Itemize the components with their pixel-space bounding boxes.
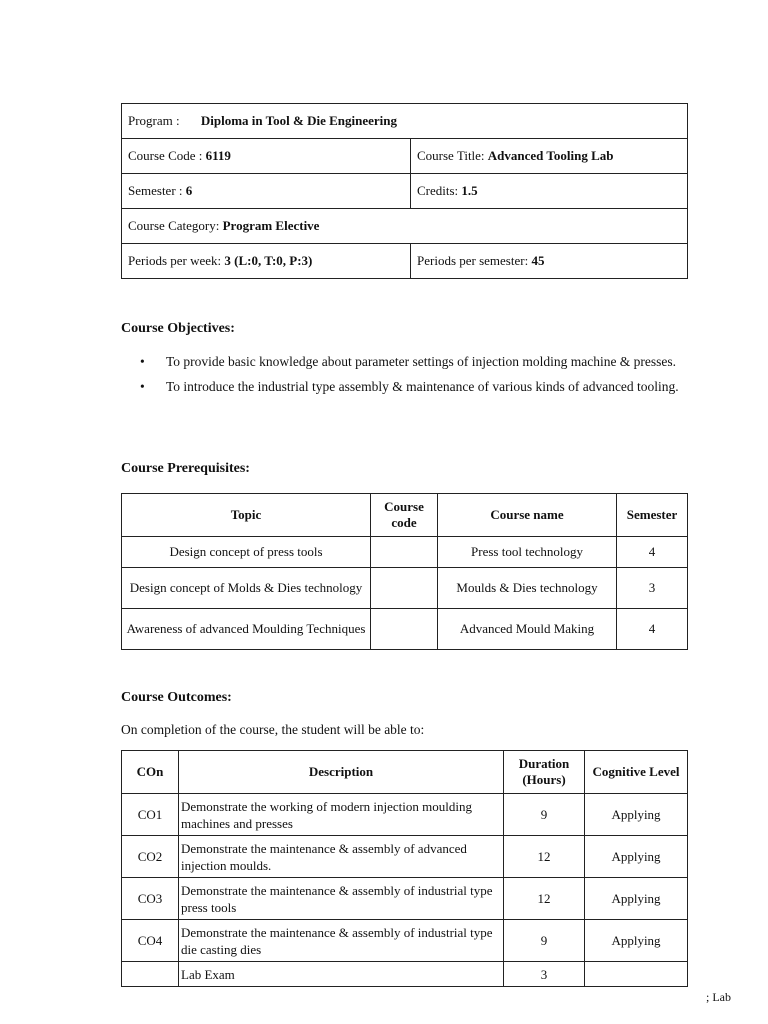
con-cell: CO2 [122, 836, 179, 878]
topic-cell: Design concept of press tools [122, 537, 371, 568]
periods-semester-label: Periods per semester: [417, 253, 532, 268]
periods-semester-cell [411, 244, 688, 279]
program-label: Program : [128, 113, 180, 128]
semester-cell: 4 [617, 537, 688, 568]
objective-item [140, 377, 680, 396]
course-name-cell: Advanced Mould Making [438, 609, 617, 650]
prerequisites-heading: Course Prerequisites: [121, 461, 250, 476]
course-title-cell [411, 139, 688, 174]
program-value: Diploma in Tool & Die Engineering [200, 113, 398, 128]
bullet-icon: • [140, 379, 145, 394]
semester-cell [122, 174, 411, 209]
table-row [122, 568, 688, 609]
category-value: Program Elective [222, 218, 320, 233]
course-info-table [121, 103, 688, 279]
objective-text: To provide basic knowledge about parameter settings of injection molding machine & presses. [166, 354, 677, 369]
table-row [122, 537, 688, 568]
category-cell [122, 209, 688, 244]
cognitive-level-cell: Applying [585, 794, 688, 836]
column-header-topic: Topic [122, 494, 371, 537]
course-title-value: Advanced Tooling Lab [487, 148, 614, 163]
objectives-list [140, 352, 680, 402]
category-row [122, 209, 688, 244]
credits-value: 1.5 [461, 183, 478, 198]
table-row [122, 878, 688, 920]
prerequisites-header-row [122, 494, 688, 537]
course-code-cell [122, 139, 411, 174]
con-cell: CO4 [122, 920, 179, 962]
outcomes-intro: On completion of the course, the student will be able to: [121, 722, 425, 737]
prerequisites-table [121, 493, 688, 650]
periods-week-cell [122, 244, 411, 279]
description-cell: Demonstrate the maintenance & assembly of industrial type die casting dies [179, 920, 504, 962]
credits-label: Credits: [417, 183, 462, 198]
con-cell [122, 962, 179, 987]
course-name-cell: Moulds & Dies technology [438, 568, 617, 609]
course-code-cell [371, 537, 438, 568]
description-cell: Demonstrate the working of modern injection moulding machines and presses [179, 794, 504, 836]
cognitive-level-cell: Applying [585, 836, 688, 878]
semester-cell: 4 [617, 609, 688, 650]
objectives-heading: Course Objectives: [121, 321, 235, 336]
course-code-value: 6119 [205, 148, 231, 163]
cognitive-level-cell [585, 962, 688, 987]
column-header-description: Description [179, 751, 504, 794]
bullet-icon: • [140, 354, 145, 369]
column-header-con: COn [122, 751, 179, 794]
column-header-course-name: Course name [438, 494, 617, 537]
column-header-semester: Semester [617, 494, 688, 537]
footer-fragment: ; Lab [706, 990, 731, 1004]
course-code-label: Course Code : [128, 148, 206, 163]
course-code-cell [371, 568, 438, 609]
objective-item [140, 352, 680, 371]
column-header-duration: Duration (Hours) [504, 751, 585, 794]
periods-row [122, 244, 688, 279]
periods-week-label: Periods per week: [128, 253, 225, 268]
periods-week-value: 3 (L:0, T:0, P:3) [224, 253, 313, 268]
course-title-label: Course Title: [417, 148, 488, 163]
category-label: Course Category: [128, 218, 223, 233]
program-row [122, 104, 688, 139]
credits-cell [411, 174, 688, 209]
duration-cell: 12 [504, 878, 585, 920]
con-cell: CO3 [122, 878, 179, 920]
semester-credits-row [122, 174, 688, 209]
duration-cell: 12 [504, 836, 585, 878]
course-code-cell [371, 609, 438, 650]
table-row [122, 609, 688, 650]
column-header-course-code: Course code [371, 494, 438, 537]
table-row [122, 794, 688, 836]
objective-text: To introduce the industrial type assembly & maintenance of various kinds of advanced tooling. [166, 379, 679, 394]
outcomes-heading: Course Outcomes: [121, 690, 232, 705]
program-cell [122, 104, 688, 139]
description-cell: Lab Exam [179, 962, 504, 987]
cognitive-level-cell: Applying [585, 878, 688, 920]
description-cell: Demonstrate the maintenance & assembly of advanced injection moulds. [179, 836, 504, 878]
table-row [122, 962, 688, 987]
table-row [122, 920, 688, 962]
cognitive-level-cell: Applying [585, 920, 688, 962]
course-name-cell: Press tool technology [438, 537, 617, 568]
description-cell: Demonstrate the maintenance & assembly of industrial type press tools [179, 878, 504, 920]
topic-cell: Awareness of advanced Moulding Techniques [122, 609, 371, 650]
duration-cell: 3 [504, 962, 585, 987]
periods-semester-value: 45 [531, 253, 545, 268]
duration-cell: 9 [504, 920, 585, 962]
semester-value: 6 [185, 183, 193, 198]
topic-cell: Design concept of Molds & Dies technology [122, 568, 371, 609]
outcomes-header-row [122, 751, 688, 794]
table-row [122, 836, 688, 878]
semester-label: Semester : [128, 183, 186, 198]
outcomes-table [121, 750, 688, 987]
semester-cell: 3 [617, 568, 688, 609]
column-header-cognitive-level: Cognitive Level [585, 751, 688, 794]
duration-cell: 9 [504, 794, 585, 836]
con-cell: CO1 [122, 794, 179, 836]
code-title-row [122, 139, 688, 174]
